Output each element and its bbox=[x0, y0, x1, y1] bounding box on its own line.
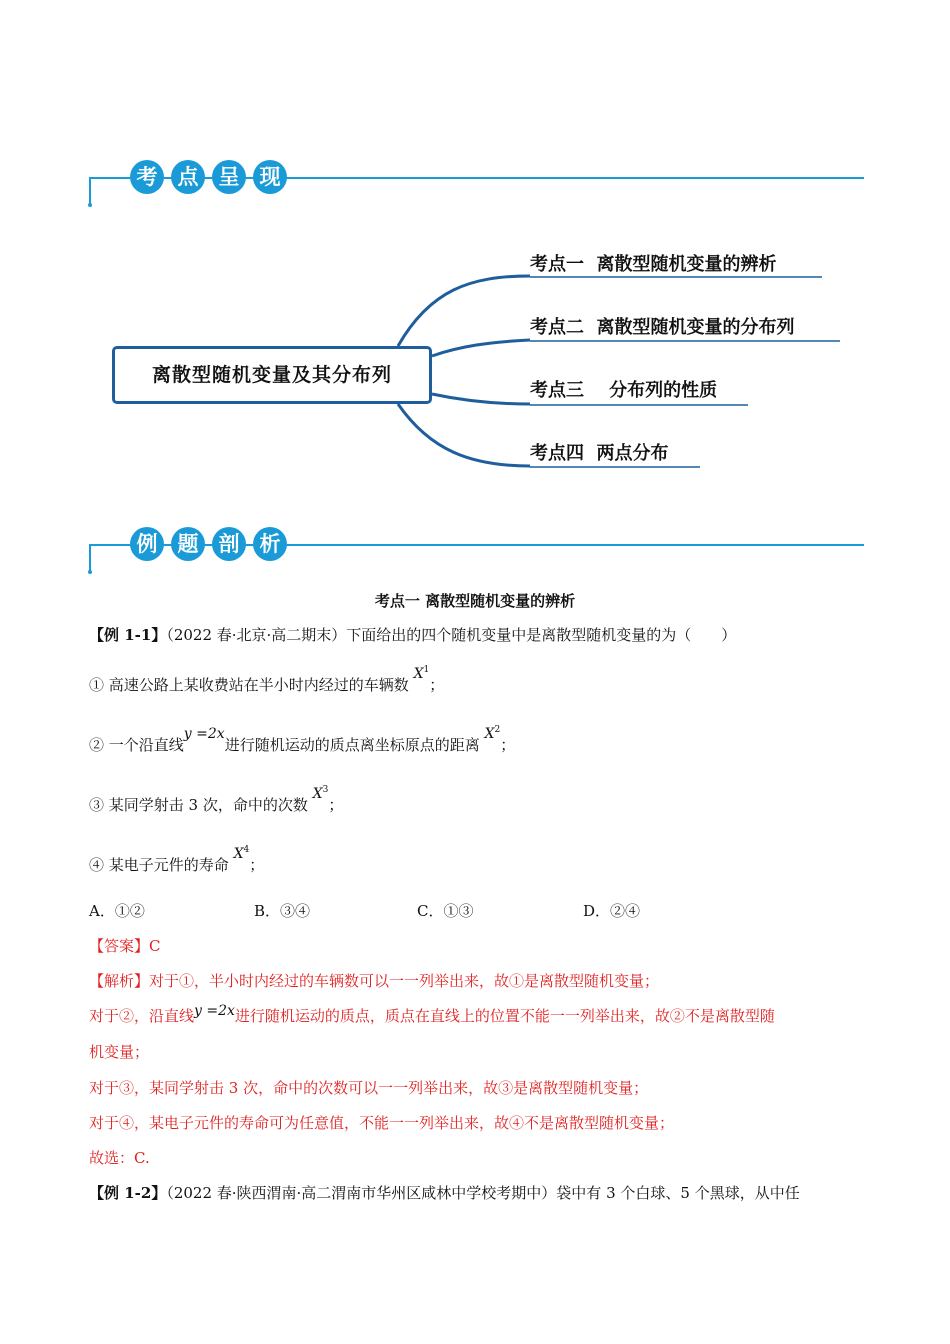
mind-map-root: 离散型随机变量及其分布列 bbox=[112, 346, 432, 404]
math-variable: $X^2$ bbox=[484, 725, 501, 742]
analysis-label: 【解析】 bbox=[89, 972, 150, 990]
section-badge-char: 析 bbox=[253, 527, 287, 561]
question-item bbox=[89, 725, 516, 755]
item-end: ； bbox=[328, 796, 344, 814]
analysis-line: 【解析】对于①，半小时内经过的车辆数可以一一列举出来，故①是离散型随机变量； bbox=[89, 972, 660, 990]
mind-map-branch: 考点三 分布列的性质 bbox=[530, 380, 718, 401]
item-text: ④ 某电子元件的寿命 bbox=[89, 856, 229, 874]
item-end: ； bbox=[429, 676, 445, 694]
section-badge-char: 现 bbox=[253, 160, 287, 194]
mind-map-connectors bbox=[0, 0, 950, 520]
option-c: C．①③ bbox=[417, 902, 474, 920]
item-text: ① 高速公路上某收费站在半小时内经过的车辆数 bbox=[89, 676, 409, 694]
analysis-line: 对于④，某电子元件的寿命可为任意值，不能一一列举出来，故④不是离散型随机变量； bbox=[89, 1114, 675, 1132]
analysis-line: 故选：C. bbox=[89, 1149, 150, 1167]
item-text: 进行随机运动的质点离坐标原点的距离 bbox=[224, 736, 480, 754]
example-source: （2022 春·北京·高二期末）下面给出的四个随机变量中是离散型随机变量的为（ ） bbox=[166, 626, 737, 644]
content-title: 考点一 离散型随机变量的辨析 bbox=[374, 592, 576, 610]
analysis-line: 机变量； bbox=[89, 1043, 150, 1061]
math-formula: y =2x bbox=[194, 1003, 235, 1019]
item-end: ； bbox=[500, 736, 516, 754]
section-badge-char: 例 bbox=[130, 527, 164, 561]
section-badge-char: 考 bbox=[130, 160, 164, 194]
example-tag: 【例 1-2】 bbox=[89, 1184, 167, 1202]
section-vrule bbox=[89, 544, 91, 572]
option-b: B．③④ bbox=[254, 902, 311, 920]
option-a: A．①② bbox=[89, 902, 145, 920]
section-badge-char: 点 bbox=[171, 160, 205, 194]
item-end: ； bbox=[249, 856, 265, 874]
option-d: D．②④ bbox=[583, 902, 641, 920]
question-item bbox=[89, 785, 344, 815]
section-dot bbox=[88, 570, 92, 574]
mind-map-branch: 考点四 两点分布 bbox=[530, 443, 669, 464]
section-badge-char: 剖 bbox=[212, 527, 246, 561]
math-variable: $X^3$ bbox=[312, 785, 329, 802]
example-question bbox=[89, 1182, 800, 1203]
item-text: ③ 某同学射击 3 次，命中的次数 bbox=[89, 796, 308, 814]
answer-value: C bbox=[149, 937, 161, 955]
answer-label: 【答案】 bbox=[89, 937, 150, 955]
question-item bbox=[89, 665, 445, 695]
item-text: ② 一个沿直线 bbox=[89, 736, 184, 754]
section-rule bbox=[89, 544, 864, 546]
answer bbox=[89, 935, 161, 956]
mind-map-branch: 考点二 离散型随机变量的分布列 bbox=[530, 317, 795, 338]
analysis-line: 对于③，某同学射击 3 次，命中的次数可以一一列举出来，故③是离散型随机变量； bbox=[89, 1079, 649, 1097]
example-tag: 【例 1-1】 bbox=[89, 626, 167, 644]
math-variable: $X^1$ bbox=[413, 665, 430, 682]
mind-map-branch: 考点一 离散型随机变量的辨析 bbox=[530, 254, 777, 275]
math-variable: $X^4$ bbox=[233, 845, 250, 862]
section-badge-char: 题 bbox=[171, 527, 205, 561]
analysis-line: 对于②，沿直线y =2x进行随机运动的质点，质点在直线上的位置不能一一列举出来，故②不是离散型随 bbox=[89, 1003, 775, 1025]
example-source: （2022 春·陕西渭南·高二渭南市华州区咸林中学校考期中）袋中有 3 个白球、5 个黑球，从中任 bbox=[166, 1184, 800, 1202]
math-formula: y =2x bbox=[183, 726, 225, 742]
section-badge-char: 呈 bbox=[212, 160, 246, 194]
example-question bbox=[89, 624, 736, 645]
question-item bbox=[89, 845, 265, 875]
